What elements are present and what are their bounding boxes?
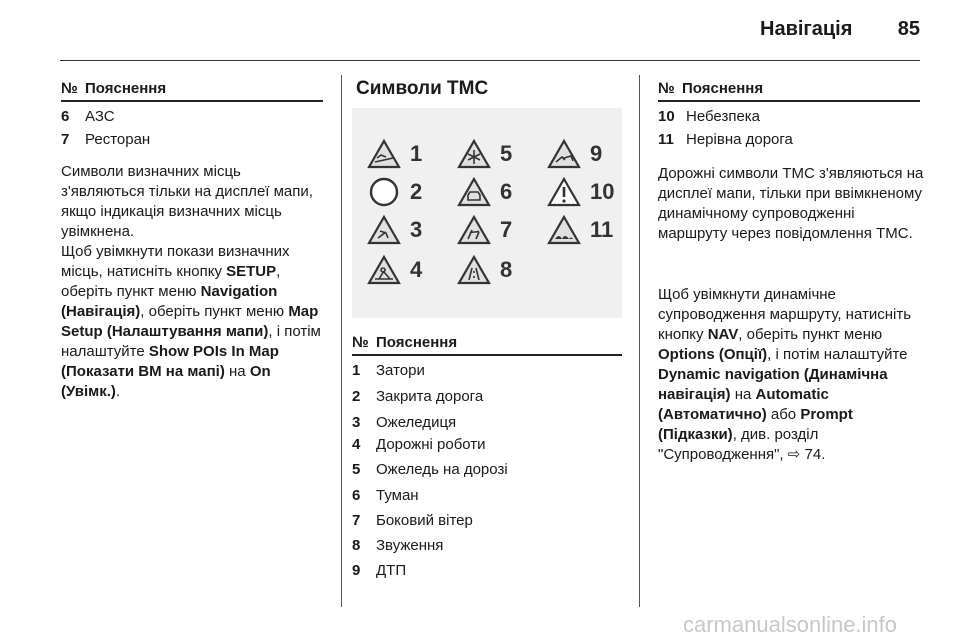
- tmc-section-title: Символи TMC: [356, 78, 489, 99]
- tmc-symbols-panel: [352, 108, 622, 318]
- table-header-text: Пояснення: [85, 80, 167, 97]
- tmc-symbol-6: 6: [456, 176, 512, 208]
- table-row: 6 Туман: [352, 487, 419, 504]
- table-row: [61, 108, 115, 126]
- tmc-table-header: [352, 334, 622, 356]
- tmc-symbol-5: 5: [456, 138, 512, 170]
- row-number: 6: [61, 108, 70, 125]
- roadworks-icon: [366, 254, 402, 286]
- poi-table-header: [61, 80, 323, 102]
- ice-icon: [366, 214, 402, 246]
- tmc-symbol-10: 10: [546, 176, 614, 208]
- icy-road-icon: [456, 138, 492, 170]
- table-row: 7 Боковий вітер: [352, 512, 473, 529]
- column-divider-left: [341, 75, 342, 607]
- table-row: [61, 131, 150, 149]
- tmc-table-header-continued: [658, 80, 920, 102]
- poi-instructions: Щоб увімкнути покази визначних місць, натисніть кнопку SETUP, оберіть пункт меню Navigation (Навігація), оберіть пункт меню Map Setup (Налаштування мапи), і потім налаштуйте Show POIs In Map (Показати ВМ на мапі) на On (Увімк.).: [61, 243, 321, 400]
- column-divider-right: [639, 75, 640, 607]
- traffic-jam-icon: [366, 138, 402, 170]
- table-header-num: №: [61, 80, 78, 97]
- page-header-title: Навігація: [760, 18, 853, 40]
- accident-icon: [546, 138, 582, 170]
- table-row: 9 ДТП: [352, 562, 407, 579]
- table-row: 8 Звуження: [352, 537, 444, 554]
- tmc-symbol-7: 7: [456, 214, 512, 246]
- fog-icon: [456, 176, 492, 208]
- poi-description: Символи визначних місць з'являються тільки на дисплеї мапи, якщо індикація визначних місць увімкнена.: [61, 163, 313, 240]
- row-text: АЗС: [85, 108, 115, 125]
- tmc-symbol-9: 9: [546, 138, 602, 170]
- tmc-symbol-11: 11: [546, 214, 613, 246]
- uneven-road-icon: [546, 214, 582, 246]
- tmc-description: Дорожні символи TMC з'являються на дисплеї мапи, тільки при ввімкненому динамічному супроводженні маршруту через повідомлення TMC.: [658, 165, 924, 242]
- table-row: 10 Небезпека: [658, 108, 761, 125]
- row-text: Ресторан: [85, 131, 151, 148]
- tmc-symbol-2: 2: [366, 176, 422, 208]
- table-header-text: Пояснення: [682, 80, 764, 97]
- tmc-symbol-3: 3: [366, 214, 422, 246]
- tmc-symbol-4: 4: [366, 254, 422, 286]
- road-narrows-icon: [456, 254, 492, 286]
- table-row: 2 Закрита дорога: [352, 388, 484, 405]
- header-divider: [60, 60, 920, 61]
- watermark: carmanualsonline.info: [683, 612, 898, 637]
- tmc-instructions: Щоб увімкнути динамічне супроводження маршруту, натисніть кнопку NAV, оберіть пункт меню Options (Опції), і потім налаштуйте Dynamic navigation (Динамічна навігація) на Automatic (Автоматично) або Prompt (Підказки), див. розділ "Супроводження", ⇨ 74.: [658, 286, 912, 463]
- table-header-num: №: [352, 334, 369, 351]
- table-row: 4 Дорожні роботи: [352, 436, 486, 453]
- table-header-num: №: [658, 80, 675, 97]
- page-reference-arrow-icon: ⇨: [787, 446, 801, 463]
- tmc-symbol-1: 1: [366, 138, 422, 170]
- danger-icon: [546, 176, 582, 208]
- table-row: 5 Ожеледь на дорозі: [352, 461, 508, 478]
- row-number: 7: [61, 131, 70, 148]
- road-closed-icon: [366, 176, 402, 208]
- table-row: 11 Нерівна дорога: [658, 131, 793, 148]
- table-row: 1 Затори: [352, 362, 425, 379]
- table-header-text: Пояснення: [376, 334, 458, 351]
- page-number: 85: [897, 18, 920, 40]
- tmc-symbol-8: 8: [456, 254, 512, 286]
- table-row: 3 Ожеледиця: [352, 414, 457, 431]
- crosswind-icon: [456, 214, 492, 246]
